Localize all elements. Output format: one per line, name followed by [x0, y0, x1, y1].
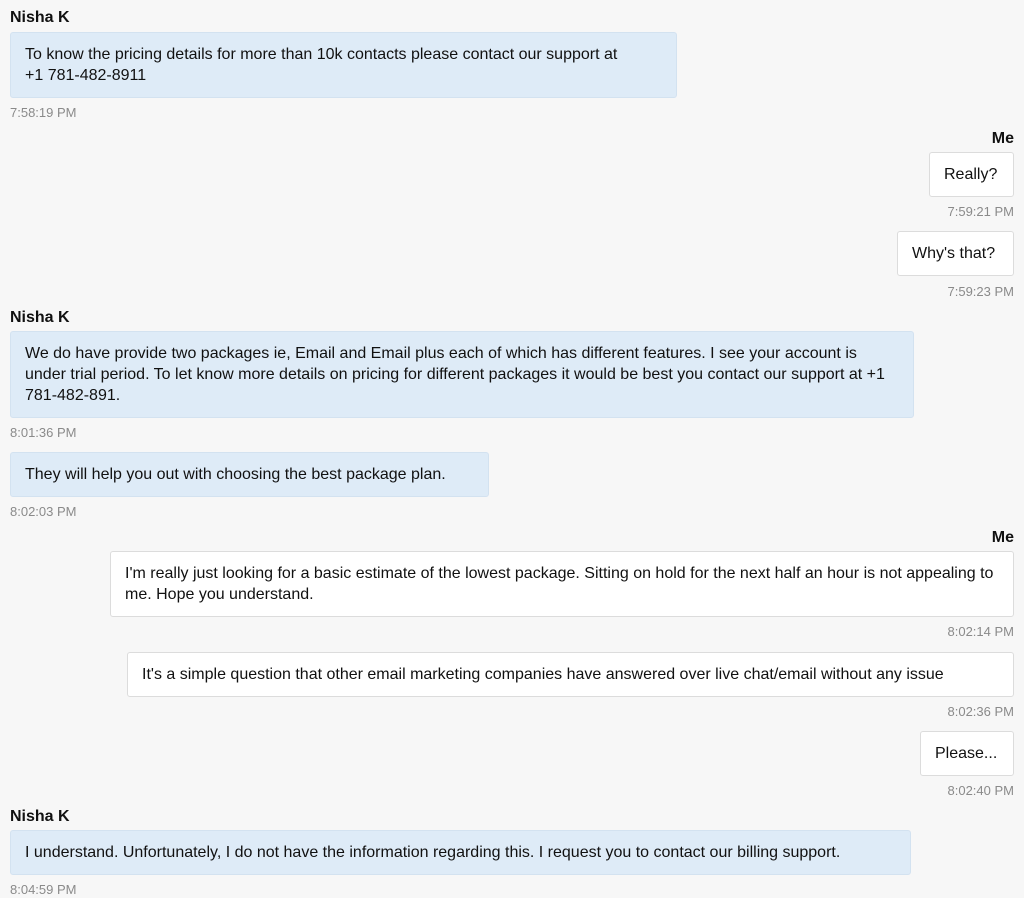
user-message-bubble: Please... — [920, 731, 1014, 776]
message-timestamp: 7:59:23 PM — [947, 284, 1014, 299]
agent-message-bubble: They will help you out with choosing the best package plan. — [10, 452, 489, 497]
sender-name-agent: Nisha K — [10, 808, 70, 825]
message-timestamp: 8:04:59 PM — [10, 882, 77, 897]
message-timestamp: 8:02:40 PM — [947, 783, 1014, 798]
user-message-bubble: Really? — [929, 152, 1014, 197]
user-message-bubble: Why's that? — [897, 231, 1014, 276]
user-message-bubble: It's a simple question that other email marketing companies have answered over live chat/email without any issue — [127, 652, 1014, 697]
message-timestamp: 8:02:36 PM — [947, 704, 1014, 719]
sender-name-agent: Nisha K — [10, 309, 70, 326]
message-timestamp: 8:01:36 PM — [10, 425, 77, 440]
sender-name-me: Me — [991, 130, 1014, 147]
message-timestamp: 8:02:14 PM — [947, 624, 1014, 639]
message-timestamp: 7:59:21 PM — [947, 204, 1014, 219]
agent-message-bubble: I understand. Unfortunately, I do not have the information regarding this. I request you to contact our billing support. — [10, 830, 911, 875]
message-timestamp: 8:02:03 PM — [10, 504, 77, 519]
sender-name-me: Me — [991, 529, 1014, 546]
sender-name-agent: Nisha K — [10, 9, 70, 26]
user-message-bubble: I'm really just looking for a basic estimate of the lowest package. Sitting on hold for the next half an hour is not appealing to me. Hope you understand. — [110, 551, 1014, 617]
agent-message-bubble: To know the pricing details for more than 10k contacts please contact our support at +1 781-482-8911 — [10, 32, 677, 98]
message-timestamp: 7:58:19 PM — [10, 105, 77, 120]
agent-message-bubble: We do have provide two packages ie, Email and Email plus each of which has different features. I see your account is under trial period. To let know more details on pricing for different packages it would be best you contact our support at +1 781-482-891. — [10, 331, 914, 418]
